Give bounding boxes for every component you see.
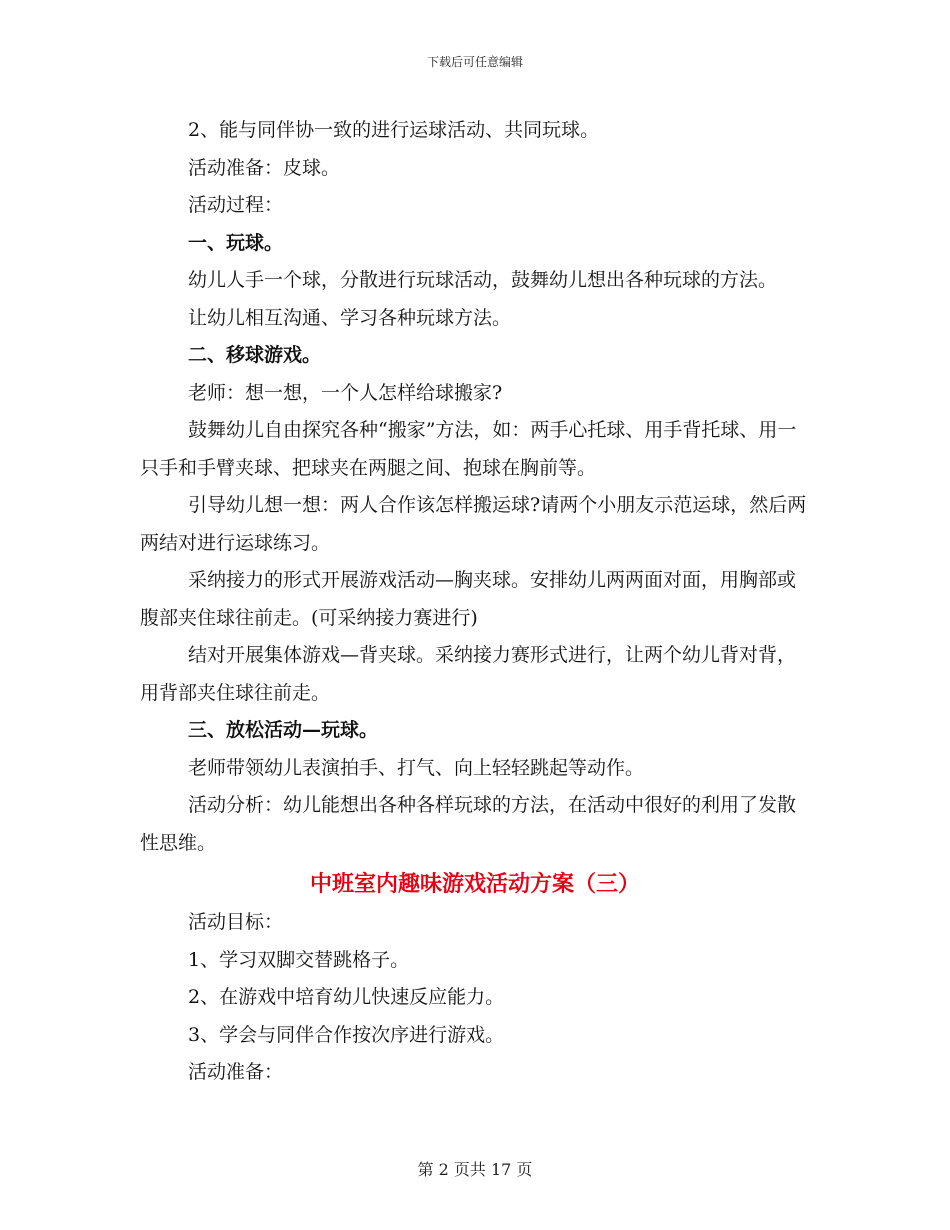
paragraph-relax: 老师带领幼儿表演拍手、打气、向上轻轻跳起等动作。	[188, 756, 645, 779]
heading-step-3: 三、放松活动—玩球。	[188, 719, 379, 741]
paragraph-pair-carry: 引导幼儿想一想：两人合作该怎样搬运球?请两个小朋友示范运球，然后两两结对进行运球练习。	[140, 494, 807, 554]
page-header: 下载后可任意编辑	[426, 55, 523, 69]
paragraph-goal-item-2: 2、在游戏中培育幼儿快速反应能力。	[188, 986, 505, 1008]
paragraph-teacher-question: 老师：想一想，一个人怎样给球搬家?	[188, 381, 503, 404]
paragraph-chest-game: 采纳接力的形式开展游戏活动—胸夹球。安排幼儿两两面对面，用胸部或腹部夹住球往前走。(可采纳接力赛进行)	[140, 569, 797, 629]
paragraph-communicate: 让幼儿相互沟通、学习各种玩球方法。	[188, 306, 512, 329]
paragraph-explore-methods: 鼓舞幼儿自由探究各种“搬家”方法，如：两手心托球、用手背托球、用一只手和手臂夹球、把球夹在两腿之间、抱球在胸前等。	[140, 419, 797, 479]
section-title: 中班室内趣味游戏活动方案（三）	[309, 871, 640, 897]
heading-step-2: 二、移球游戏。	[188, 344, 322, 366]
paragraph-goal-item-1: 1、学习双脚交替跳格子。	[188, 948, 410, 971]
paragraph-goals-label: 活动目标：	[188, 911, 284, 933]
paragraph-process-label: 活动过程：	[188, 194, 284, 216]
paragraph-preparation: 活动准备：皮球。	[188, 156, 341, 179]
paragraph-play-ball: 幼儿人手一个球，分散进行玩球活动，鼓舞幼儿想出各种玩球的方法。	[188, 269, 778, 291]
paragraph-back-game: 结对开展集体游戏—背夹球。采纳接力赛形式进行，让两个幼儿背对背，用背部夹住球往前走。	[140, 644, 797, 704]
page-footer: 第 2 页共 17 页	[417, 1160, 533, 1179]
document-body	[140, 112, 810, 1092]
paragraph-goal-item-3: 3、学会与同伴合作按次序进行游戏。	[188, 1023, 505, 1046]
paragraph-analysis: 活动分析：幼儿能想出各种各样玩球的方法，在活动中很好的利用了发散性思维。	[140, 794, 797, 854]
heading-step-1: 一、玩球。	[188, 231, 284, 254]
paragraph-preparation-label: 活动准备：	[188, 1061, 284, 1083]
paragraph-goal-2: 2、能与同伴协一致的进行运球活动、共同玩球。	[188, 119, 600, 141]
